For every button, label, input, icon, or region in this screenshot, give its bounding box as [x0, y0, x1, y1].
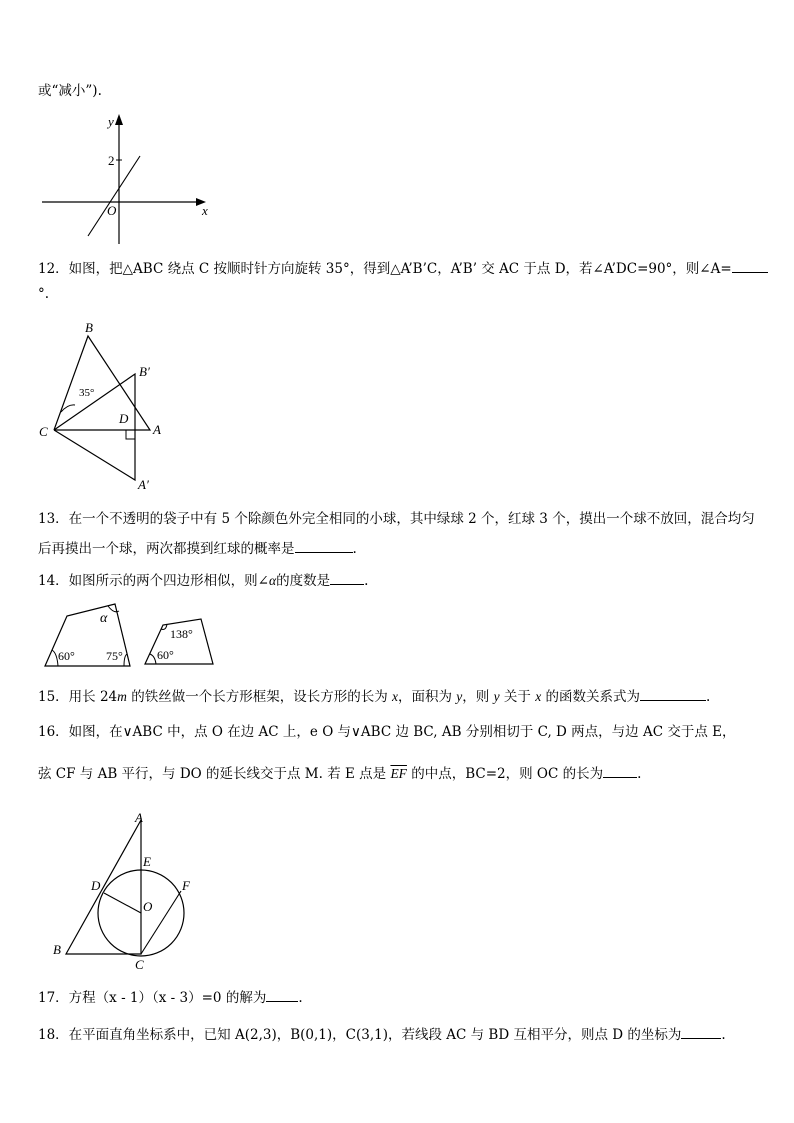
point-e: E — [143, 854, 151, 869]
q14-prefix: 14．如图所示的两个四边形相似，则∠ — [38, 573, 269, 589]
q15-var-x2: x — [535, 689, 542, 704]
q15-text-4: ，则 — [462, 689, 494, 705]
q14-answer-blank — [330, 570, 364, 585]
q15-var-x: x — [392, 689, 398, 704]
q15-text-3: ，面积为 — [398, 689, 457, 705]
point-d: D — [91, 878, 101, 893]
q17-answer-blank — [266, 987, 298, 1002]
q13-line2 — [38, 538, 357, 559]
q15-line — [38, 686, 710, 707]
right-138-label: 138° — [170, 627, 193, 641]
q11-graph-figure — [38, 112, 218, 252]
q15-var-y: y — [456, 689, 463, 704]
q16-circle-figure — [40, 808, 200, 973]
q16-end: . — [637, 766, 642, 782]
point-b: B — [53, 942, 61, 957]
left-60-label: 60° — [58, 649, 75, 663]
triangle-abc — [54, 336, 150, 430]
q16-line2 — [38, 763, 641, 784]
q15-unit-m: m — [117, 689, 127, 704]
graph-line — [88, 156, 140, 236]
vertex-a: A — [153, 422, 161, 437]
q16-text-a: 弦 CF 与 AB 平行，与 DO 的延长线交于点 M. 若 E 点是 — [38, 766, 391, 782]
vertex-b-prime: B′ — [139, 364, 150, 379]
angle-label-35: 35° — [79, 387, 95, 399]
vertex-b: B — [85, 320, 93, 335]
q16-line1: 16．如图，在∨ABC 中，点 O 在边 AC 上，e O 与∨ABC 边 BC, AB 分别相切于 C, D 两点，与边 AC 交于点 E， — [38, 724, 736, 740]
origin-label: O — [107, 203, 117, 218]
q11-tail-text: 或“减小”). — [38, 83, 102, 99]
q17-end: . — [298, 990, 303, 1006]
q12-line1 — [38, 258, 768, 279]
alpha-label: α — [100, 611, 108, 626]
right-angle-mark — [126, 430, 135, 439]
q14-suffix: 的度数是 — [276, 573, 331, 589]
q13-line1: 13．在一个不透明的袋子中有 5 个除颜色外完全相同的小球，其中绿球 2 个，红球 3 个，摸出一个球不放回，混合均匀 — [38, 511, 755, 527]
q12-answer-blank — [732, 258, 768, 273]
q15-end: . — [705, 689, 711, 705]
vertex-c: C — [39, 424, 48, 439]
point-o: O — [143, 899, 153, 914]
q12-triangle-figure — [38, 318, 178, 496]
q14-alpha: α — [269, 573, 277, 588]
point-f: F — [182, 878, 190, 893]
left-75-arc — [124, 654, 127, 666]
q14-quadrilaterals-figure — [40, 598, 225, 672]
q15-text-5: 关于 — [499, 689, 536, 705]
y-axis-label: y — [108, 114, 114, 129]
right-60-label: 60° — [157, 648, 174, 662]
right-60-arc — [150, 654, 156, 664]
vertex-a-prime: A′ — [138, 477, 149, 492]
tick-label-2: 2 — [108, 153, 115, 168]
point-a: A — [135, 810, 143, 825]
q18-text: 18．在平面直角坐标系中，已知 A(2,3)，B(0,1)，C(3,1)，若线段 AC 与 BD 互相平分，则点 D 的坐标为 — [38, 1027, 682, 1043]
q13-period: . — [352, 541, 357, 557]
quadrilateral-right — [145, 619, 213, 664]
vertex-d: D — [119, 411, 129, 426]
q12-text: 12．如图，把△ABC 绕点 C 按顺时针方向旋转 35°，得到△A’B’C，A’B’ 交 AC 于点 D，若∠A’DC=90°，则∠A= — [38, 261, 732, 277]
segment-do — [104, 893, 141, 913]
q13-text: 后再摸出一个球，两次都摸到红球的概率是 — [38, 541, 295, 557]
q15-answer-blank — [640, 686, 706, 701]
q16-arc-ef: $\overline{EF}$ — [390, 766, 407, 781]
point-c: C — [135, 957, 144, 972]
q18-end: . — [721, 1027, 726, 1043]
q16-text-b: 的中点，BC=2，则 OC 的长为 — [406, 766, 604, 782]
q15-text-1: 15．用长 24 — [38, 689, 118, 705]
q14-line — [38, 570, 368, 591]
q16-answer-blank — [603, 763, 637, 778]
q12-line2: °. — [38, 286, 50, 302]
x-axis-label: x — [202, 203, 208, 218]
q18-line — [38, 1024, 726, 1045]
q15-var-y2: y — [493, 689, 500, 704]
q13-answer-blank — [295, 538, 353, 553]
q17-text: 17．方程（x - 1）（x - 3）=0 的解为 — [38, 990, 267, 1006]
y-axis-arrow — [115, 114, 123, 125]
q15-text-6: 的函数关系式为 — [541, 689, 640, 705]
q14-end: . — [364, 573, 369, 589]
q17-line — [38, 987, 303, 1008]
q15-text-2: 的铁丝做一个长方形框架，设长方形的长为 — [126, 689, 392, 705]
alpha-arc — [108, 606, 119, 612]
q18-answer-blank — [681, 1024, 721, 1039]
left-75-label: 75° — [106, 649, 123, 663]
